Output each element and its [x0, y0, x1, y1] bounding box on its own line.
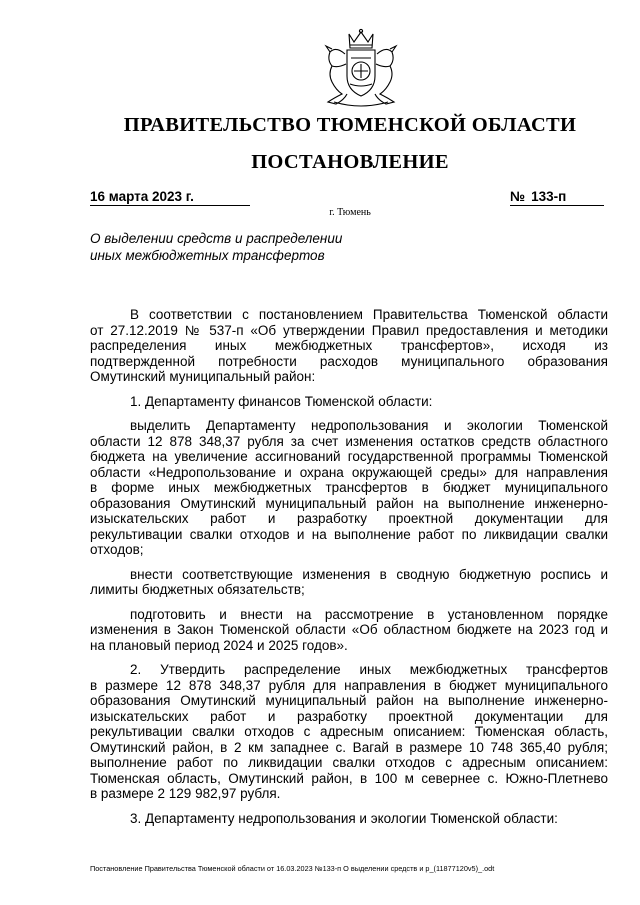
paragraph-line: образования Омутинский муниципальный район на выполнение инженерно- [90, 495, 608, 511]
paragraph-line: в размере 2 129 982,97 рубля. [90, 786, 281, 801]
document-date: 16 марта 2023 г. [90, 189, 194, 204]
paragraph-line: отходов; [90, 542, 144, 557]
body-paragraph [90, 567, 608, 598]
paragraph-line: выполнение работ по ликвидации свалки отходов с адресным описанием: [90, 755, 608, 770]
subject-line: О выделении средств и распределении [90, 231, 343, 246]
document-number: 133-п [531, 189, 567, 204]
paragraph-line: подтвержденной потребности расходов муниципального образования [90, 353, 608, 369]
body-paragraph [90, 394, 608, 410]
tyumen-coat-of-arms-icon [316, 28, 406, 108]
number-sign: № [510, 189, 526, 204]
subject-line: иных межбюджетных трансфертов [90, 248, 325, 263]
document-body [90, 307, 608, 835]
document-subject [90, 230, 390, 264]
paragraph-line: области 12 878 348,37 рубля за счет изменения остатков средств областного [90, 433, 608, 449]
paragraph-line: в форме иных межбюджетных трансфертов в бюджет муниципального [90, 480, 608, 495]
paragraph-line: В соответствии с постановлением Правительства Тюменской области [130, 307, 608, 322]
paragraph-line: выделить Департаменту недропользования и экологии Тюменской [130, 418, 608, 433]
paragraph-line: образования Омутинский муниципальный район на выполнение инженерно- [90, 693, 608, 708]
paragraph-line: бюджета на увеличение ассигнований государственной программы Тюменской [90, 449, 608, 464]
document-date-field [90, 189, 250, 206]
document-type-title: ПОСТАНОВЛЕНИЕ [251, 151, 449, 173]
paragraph-line: рекультивации свалки отходов и на выполнение работ по ликвидации свалки [90, 526, 608, 542]
body-paragraph [90, 307, 608, 385]
paragraph-line: 3. Департаменту недропользования и экологии Тюменской области: [130, 810, 558, 826]
document-number-field [510, 189, 604, 206]
paragraph-line: области «Недропользование и охрана окружающей среды» для направления [90, 464, 608, 480]
paragraph-line: на плановый период 2024 и 2025 годов». [90, 637, 348, 653]
paragraph-line: внести соответствующие изменения в сводную бюджетную роспись и [130, 566, 608, 582]
paragraph-line: изменения в Закон Тюменской области «Об областном бюджете на 2023 год и [90, 622, 608, 637]
footer-file-reference: Постановление Правительства Тюменской области от 16.03.2023 №133-п О выделении средств и р_(11877120v5)_.odt [90, 864, 495, 873]
document-city: г. Тюмень [329, 207, 371, 218]
paragraph-line: распределения иных межбюджетных трансфертов», исходя из [90, 338, 608, 353]
paragraph-line: Омутинский муниципальный район: [90, 369, 316, 384]
paragraph-line: подготовить и внести на рассмотрение в установленном порядке [130, 606, 608, 622]
body-paragraph [90, 662, 608, 802]
body-paragraph [90, 607, 608, 654]
paragraph-line: 2. Утвердить распределение иных межбюджетных трансфертов [130, 662, 608, 677]
paragraph-line: от 27.12.2019 № 537-п «Об утверждении Правил предоставления и методики [90, 322, 608, 338]
paragraph-line: изыскательских работ и разработку проектной документации для [90, 708, 608, 724]
organization-title: ПРАВИТЕЛЬСТВО ТЮМЕНСКОЙ ОБЛАСТИ [123, 114, 577, 136]
body-paragraph [90, 811, 608, 827]
body-paragraph [90, 418, 608, 558]
paragraph-line: Омутинский район, в 2 км западнее с. Вагай в размере 10 748 365,40 рубля; [90, 739, 608, 755]
paragraph-line: в размере 12 878 348,37 рубля для направления в бюджет муниципального [90, 677, 608, 693]
paragraph-line: рекультивации свалки отходов с адресным описанием: Тюменская область, [90, 724, 608, 739]
paragraph-line: лимиты бюджетных обязательств; [90, 582, 305, 597]
paragraph-line: Тюменская область, Омутинский район, в 100 м севернее с. Южно-Плетнево [90, 770, 608, 786]
paragraph-line: изыскательских работ и разработку проектной документации для [90, 511, 608, 526]
paragraph-line: 1. Департаменту финансов Тюменской области: [130, 393, 433, 409]
